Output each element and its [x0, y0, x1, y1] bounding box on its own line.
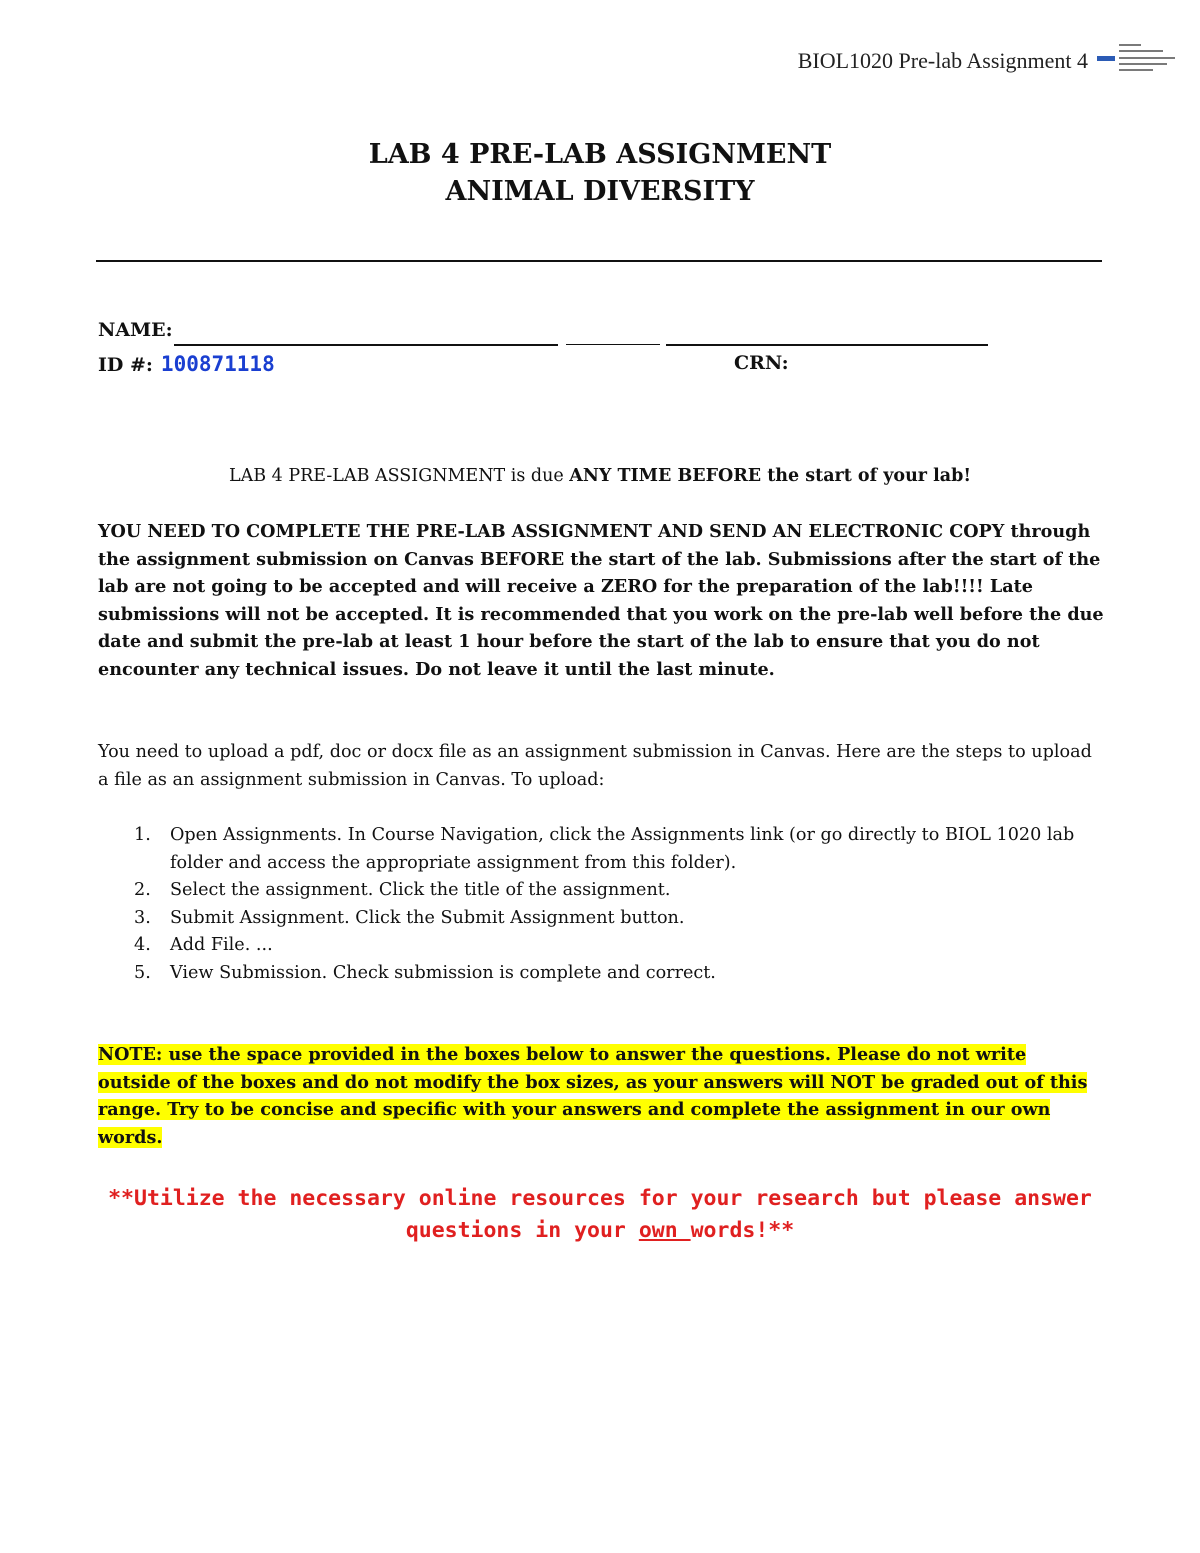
step-number: 3.	[134, 907, 151, 928]
reminder-text-before: **Utilize the necessary online resources for your research but please answer questions in your	[108, 1186, 1092, 1243]
list-item	[98, 960, 1104, 988]
title-line-2: ANIMAL DIVERSITY	[445, 176, 755, 207]
step-number: 4.	[134, 935, 151, 955]
step-number: 1.	[134, 825, 151, 845]
highlighted-note	[98, 1041, 1088, 1151]
name-underline-3	[666, 344, 988, 346]
step-text: Submit Assignment. Click the Submit Assignment button.	[170, 907, 685, 928]
own-words-reminder	[60, 1183, 1140, 1247]
name-underline-1	[174, 344, 558, 346]
step-number: 2.	[134, 880, 151, 900]
step-text: Add File. ...	[170, 935, 273, 955]
step-text: Select the assignment. Click the title of the assignment.	[170, 880, 671, 900]
title-divider	[96, 260, 1102, 262]
due-notice-part2: ANY TIME BEFORE the start of your lab!	[569, 466, 972, 486]
institution-logo-icon	[1097, 42, 1179, 76]
upload-instructions: You need to upload a pdf, doc or docx file as an assignment submission in Canvas. Here are the steps to upload a file as an assignment submission in Canvas. To upload:	[98, 742, 1092, 790]
name-label: NAME:	[98, 319, 173, 341]
reminder-text-underlined: own	[638, 1218, 691, 1243]
id-label: ID #:	[98, 354, 153, 376]
note-text: NOTE: use the space provided in the boxes below to answer the questions. Please do not write outside of the boxes and do not modify the box sizes, as your answers will NOT be graded out of this range. Try to be concise and specific with your answers and complete the assignment in our own words.	[98, 1044, 1088, 1148]
running-header: BIOL1020 Pre-lab Assignment 4	[797, 48, 1088, 73]
id-value[interactable]: 100871118	[160, 352, 275, 376]
due-notice-part1: LAB 4 PRE-LAB ASSIGNMENT is due	[228, 466, 570, 486]
step-text: View Submission. Check submission is complete and correct.	[170, 962, 716, 983]
submission-instructions: YOU NEED TO COMPLETE THE PRE-LAB ASSIGNMENT AND SEND AN ELECTRONIC COPY through the assignment submission on Canvas BEFORE the start of the lab. Submissions after the start of the lab are not going to be accepted and will receive a ZERO for the preparation of the lab!!!! Late submissions will not be accepted. It is recommended that you work on the pre-lab well before the due date and submit the pre-lab at least 1 hour before the start of the lab to ensure that you do not encounter any technical issues. Do not leave it until the last minute.	[98, 521, 1104, 680]
list-item	[98, 877, 1104, 905]
step-text: Open Assignments. In Course Navigation, click the Assignments link (or go directly to BIOL 1020 lab folder and access the appropriate assignment from this folder).	[170, 825, 1075, 873]
due-notice	[0, 466, 1200, 486]
list-item	[98, 932, 1104, 960]
name-underline-2	[566, 344, 660, 345]
name-field[interactable]	[98, 319, 173, 341]
id-field[interactable]	[98, 352, 275, 376]
crn-label: CRN:	[734, 352, 789, 374]
title-line-1: LAB 4 PRE-LAB ASSIGNMENT	[368, 139, 832, 170]
list-item	[98, 822, 1104, 877]
upload-steps-list	[98, 822, 1104, 987]
reminder-text-after: words!**	[690, 1218, 795, 1243]
list-item	[98, 905, 1104, 933]
step-number: 5.	[134, 962, 151, 983]
page-title	[0, 136, 1200, 210]
crn-field[interactable]	[734, 352, 789, 374]
